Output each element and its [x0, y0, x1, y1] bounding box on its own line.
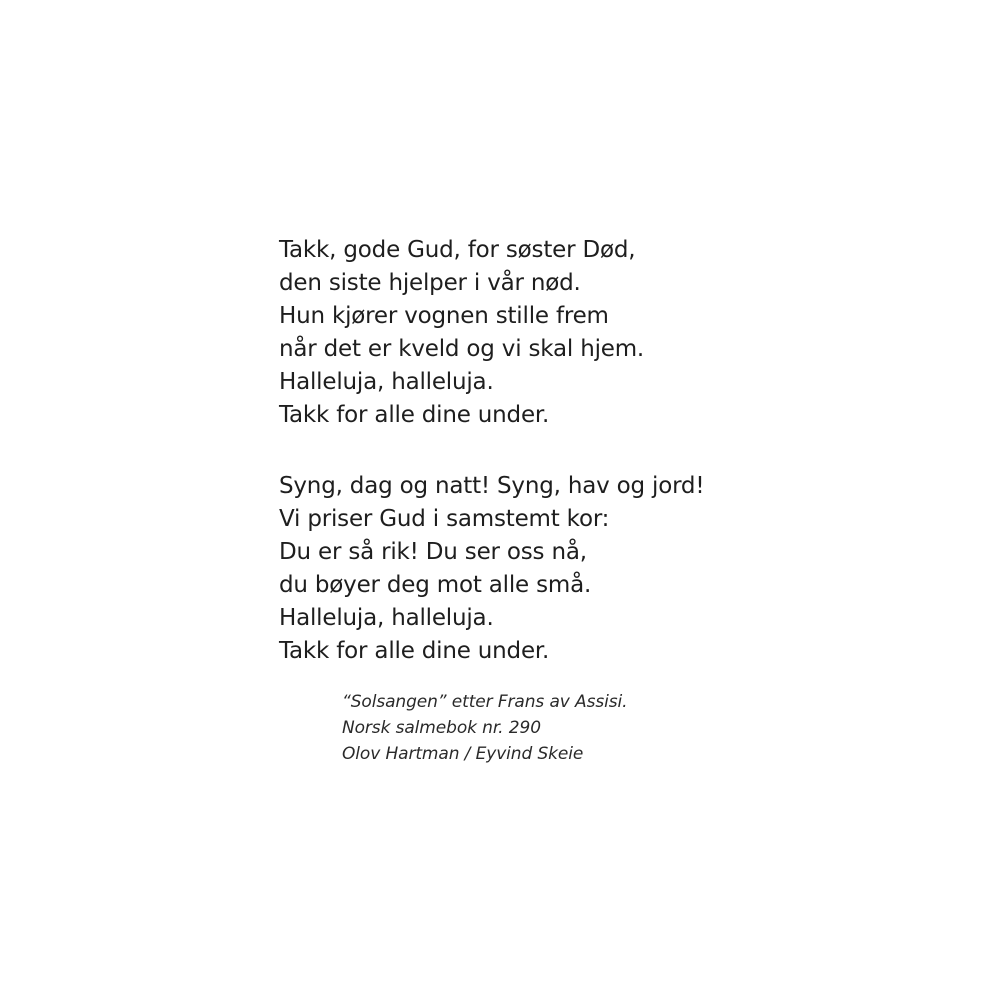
poem-line: Takk, gode Gud, for søster Død,	[279, 237, 636, 263]
poem-refrain-line: Halleluja, halleluja.	[279, 369, 494, 395]
poem-refrain-line: Halleluja, halleluja.	[279, 605, 494, 631]
stanza-2	[279, 470, 939, 668]
poem-text	[279, 234, 939, 668]
credit-hymnbook: Norsk salmebok nr. 290	[342, 718, 541, 738]
credit-authors: Olov Hartman / Eyvind Skeie	[342, 744, 584, 764]
credit-source: “Solsangen” etter Frans av Assisi.	[342, 692, 628, 712]
poem-line: Hun kjører vognen stille frem	[279, 303, 609, 329]
poem-line: du bøyer deg mot alle små.	[279, 572, 592, 598]
poem-line: Du er så rik! Du ser oss nå,	[279, 539, 587, 565]
poem-line: Vi priser Gud i samstemt kor:	[279, 506, 610, 532]
poem-refrain-line: Takk for alle dine under.	[279, 402, 550, 428]
poem-line: Syng, dag og natt! Syng, hav og jord!	[279, 473, 705, 499]
poem-line: den siste hjelper i vår nød.	[279, 270, 581, 296]
poem-credits	[342, 689, 902, 767]
poem-refrain-line: Takk for alle dine under.	[279, 638, 550, 664]
poem-line: når det er kveld og vi skal hjem.	[279, 336, 645, 362]
stanza-1	[279, 234, 939, 432]
